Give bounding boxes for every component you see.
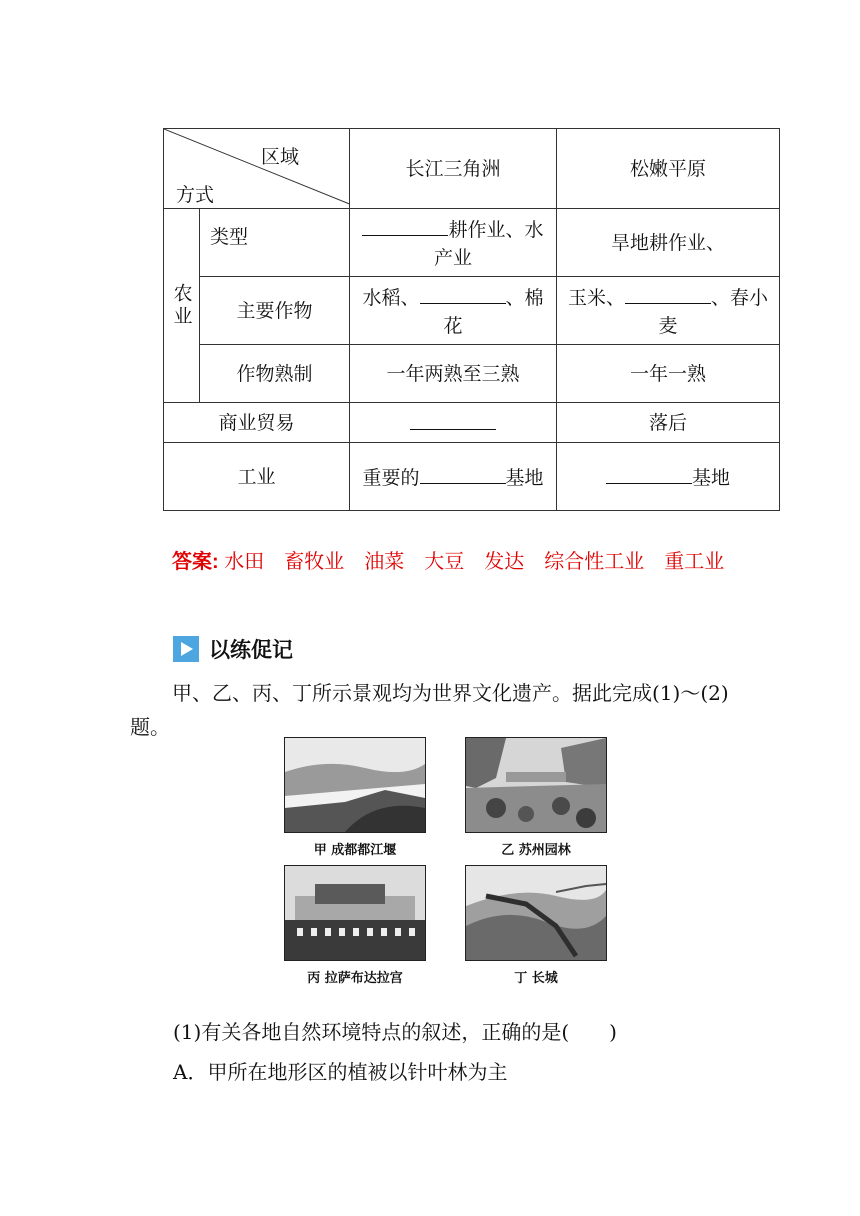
trade-cell-b: 落后 — [557, 403, 780, 443]
great-wall-image — [465, 865, 607, 961]
suzhou-garden-image — [465, 737, 607, 833]
photo-caption: 丁 长城 — [514, 971, 558, 986]
photo-great-wall — [465, 865, 607, 986]
potala-palace-image — [284, 865, 426, 961]
trade-cell-a — [350, 403, 557, 443]
answer-block — [130, 546, 740, 578]
photo-caption: 乙 苏州园林 — [501, 843, 571, 858]
ripen-label: 作物熟制 — [200, 345, 350, 403]
crops-cell-b: 玉米、 、春小麦 — [557, 277, 780, 345]
industry-cell-a: 重要的 基地 — [350, 443, 557, 511]
crops-cell-a: 水稻、 、棉花 — [350, 277, 557, 345]
fill-blank[interactable] — [606, 461, 692, 484]
dujiangyan-image — [284, 737, 426, 833]
fill-blank[interactable] — [420, 281, 506, 304]
industry-label: 工业 — [164, 443, 350, 511]
industry-cell-b: 基地 — [557, 443, 780, 511]
intro-paragraph: 甲、乙、丙、丁所示景观均为世界文化遗产。据此完成(1)～(2)题。 — [130, 681, 729, 739]
header-region: 区域 — [260, 146, 299, 168]
answer-label: 答案: — [172, 551, 219, 573]
photo-potala-palace — [284, 865, 426, 986]
answer-text: 水田 畜牧业 油菜 大豆 发达 综合性工业 重工业 — [224, 551, 725, 573]
agriculture-comparison-table — [163, 128, 780, 511]
header-mode: 方式 — [176, 184, 215, 206]
section-title: 以练促记 — [209, 639, 293, 662]
trade-label: 商业贸易 — [164, 403, 350, 443]
agriculture-row-label: 农业 — [164, 209, 200, 403]
question-1: (1)有关各地自然环境特点的叙述，正确的是( ) — [173, 1020, 617, 1044]
fill-blank[interactable] — [410, 407, 496, 430]
column-header-songnen: 松嫩平原 — [557, 129, 780, 209]
type-cell-b: 旱地耕作业、 — [557, 209, 780, 277]
type-cell-a: 耕作业、水产业 — [350, 209, 557, 277]
play-triangle-icon — [173, 636, 199, 662]
option-a[interactable]: A．甲所在地形区的植被以针叶林为主 — [173, 1060, 508, 1084]
ripen-cell-b: 一年一熟 — [557, 345, 780, 403]
section-heading — [173, 634, 293, 664]
column-header-yangtze: 长江三角洲 — [350, 129, 557, 209]
photo-dujiangyan — [284, 737, 426, 858]
type-label: 类型 — [200, 209, 350, 277]
fill-blank[interactable] — [625, 281, 711, 304]
ripen-cell-a: 一年两熟至三熟 — [350, 345, 557, 403]
diagonal-header-cell — [164, 129, 350, 209]
photo-caption: 丙 拉萨布达拉宫 — [307, 971, 403, 986]
photo-caption: 甲 成都都江堰 — [313, 843, 397, 858]
photo-suzhou-garden — [465, 737, 607, 858]
fill-blank[interactable] — [420, 461, 506, 484]
fill-blank[interactable] — [362, 213, 448, 236]
crops-label: 主要作物 — [200, 277, 350, 345]
